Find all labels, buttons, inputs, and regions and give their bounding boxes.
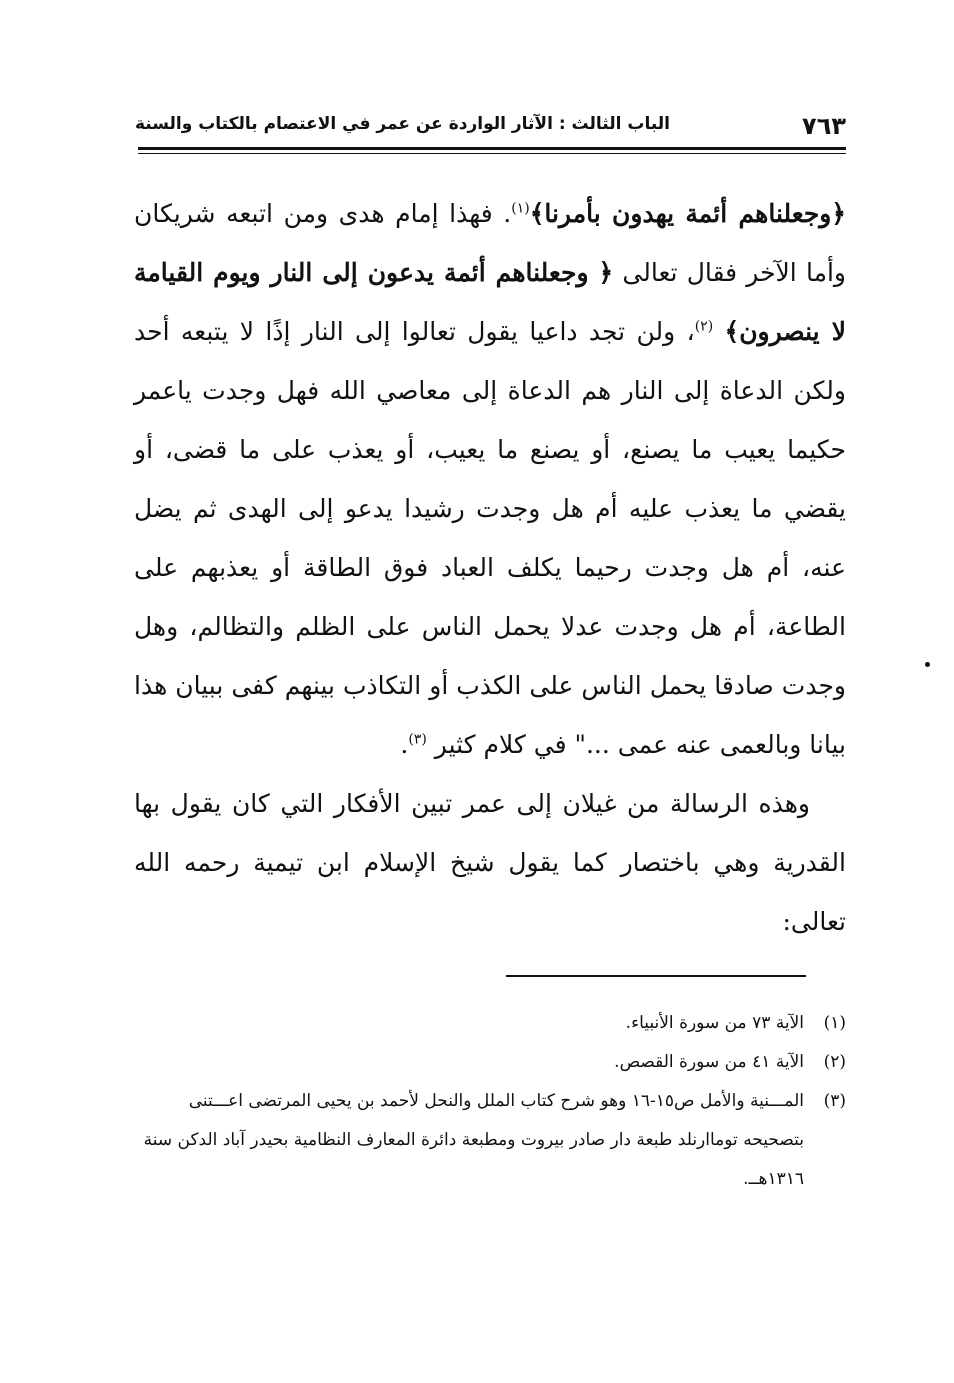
footnote-number: (٢): [823, 1052, 846, 1072]
running-header: [134, 112, 846, 146]
footnote-ref-3: (٣): [408, 731, 427, 748]
footnote-2: [134, 1043, 846, 1082]
footnote-separator: [506, 975, 806, 977]
paragraph-1: [134, 184, 846, 774]
quran-verse-1: ﴿وجعلناهم أئمة يهدون بأمرنا﴾: [529, 199, 846, 228]
footnote-number: (٣): [823, 1091, 846, 1111]
header-rule-thick: [138, 147, 846, 150]
paragraph-1-text-3: .: [400, 730, 409, 759]
footnote-3: [134, 1082, 846, 1199]
paragraph-1-text-1: . فهذا إمام هدى ومن اتبعه شريكان وأما الآخر فقال تعالى: [134, 199, 846, 287]
chapter-title: الباب الثالث : الآثار الواردة عن عمر في الاعتصام بالكتاب والسنة: [134, 114, 670, 134]
paragraph-1-text-2: ، ولن تجد داعيا يقول تعالوا إلى النار إذًا لا يتبعه أحد ولكن الدعاة إلى النار هم الدعاة إلى معاصي الله فهل وجدت ياعمر حكيما يعيب ما يصنع، أو يصنع ما يعيب، أو يعذب على ما قضى، أو يقضي ما يعذب عليه أم هل وجدت رشيدا يدعو إلى الهدى ثم يضل عنه، أم هل وجدت رحيما يكلف العباد فوق الطاقة أو يعذبهم على الطاعة، أم هل وجدت عدلا يحمل الناس على الظلم والتظالم، وهل وجدت صادقا يحمل الناس على الكذب أو التكاذب بينهم كفى ببيان هذا بيانا وبالعمى عنه عمى ..." في كلام كثير: [134, 317, 846, 759]
page-number: ٧٦٣: [802, 112, 846, 140]
footnote-text: المـــنية والأمل ص١٥-١٦ وهو شرح كتاب الملل والنحل لأحمد بن يحيى المرتضى اعـــتنى بتصحيحه توماارنلد طبعة دار صادر بيروت ومطبعة دائرة المعارف النظامية بحيدر آباد الدكن سنة ١٣١٦هــ.: [143, 1091, 804, 1189]
quran-verse-2: ﴿ وجعلناهم أئمة يدعون إلى النار ويوم القيامة لا ينصرون﴾: [134, 258, 846, 346]
margin-dot: [925, 662, 930, 667]
footnote-number: (١): [823, 1013, 846, 1033]
paragraph-2: وهذه الرسالة من غيلان إلى عمر تبين الأفكار التي كان يقول بها القدرية وهي باختصار كما يقول شيخ الإسلام ابن تيمية رحمه الله تعالى:: [134, 789, 846, 936]
footnote-text: الآية ٧٣ من سورة الأنبياء.: [625, 1013, 804, 1033]
main-text: [134, 184, 846, 951]
header-rule-thin: [138, 153, 846, 154]
footnote-text: الآية ٤١ من سورة القصص.: [614, 1052, 804, 1072]
footnotes: [134, 1004, 846, 1199]
footnote-ref-2: (٢): [694, 318, 714, 335]
footnote-ref-1: (١): [511, 200, 530, 217]
footnote-1: [134, 1004, 846, 1043]
